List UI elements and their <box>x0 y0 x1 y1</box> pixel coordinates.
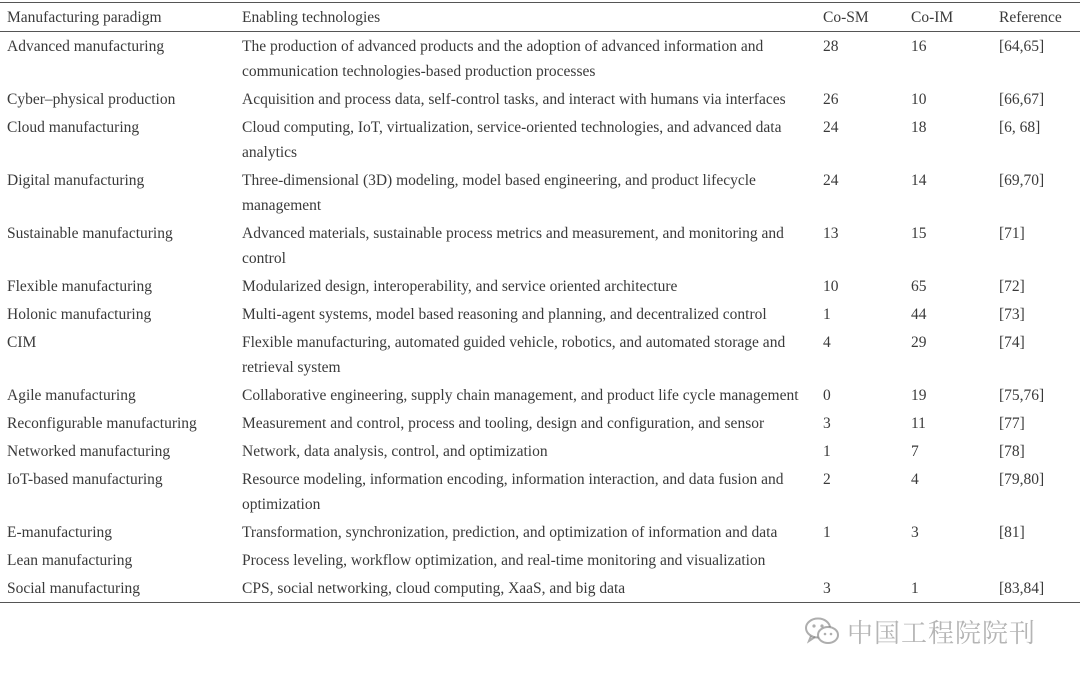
header-paradigm: Manufacturing paradigm <box>7 9 162 26</box>
cell-technologies: Modularized design, interoperability, and service oriented architecture <box>242 278 678 295</box>
cell-reference: [74] <box>999 334 1025 351</box>
table-row <box>0 381 1080 409</box>
cell-technologies: Multi-agent systems, model based reasoning and planning, and decentralized control <box>242 306 767 323</box>
cell-reference: [81] <box>999 524 1025 541</box>
cell-technologies: Resource modeling, information encoding, information interaction, and data fusion and optimization <box>242 471 784 513</box>
cell-co-im: 10 <box>911 91 927 108</box>
cell-co-im: 14 <box>911 172 927 189</box>
cell-paradigm: Sustainable manufacturing <box>7 225 173 242</box>
table-row <box>0 437 1080 465</box>
cell-paradigm: CIM <box>7 334 37 351</box>
wechat-icon <box>803 616 841 646</box>
cell-co-im: 29 <box>911 334 927 351</box>
cell-technologies: Transformation, synchronization, prediction, and optimization of information and data <box>242 524 778 541</box>
cell-paradigm: Holonic manufacturing <box>7 306 152 323</box>
cell-co-sm: 13 <box>823 225 839 242</box>
cell-paradigm: IoT-based manufacturing <box>7 471 163 488</box>
cell-paradigm: Advanced manufacturing <box>7 38 165 55</box>
cell-reference: [71] <box>999 225 1025 242</box>
table-row <box>0 465 1080 518</box>
table-row <box>0 113 1080 166</box>
cell-paradigm: Digital manufacturing <box>7 172 145 189</box>
header-technologies: Enabling technologies <box>242 9 381 26</box>
cell-reference: [72] <box>999 278 1025 295</box>
cell-reference: [78] <box>999 443 1025 460</box>
cell-paradigm: Lean manufacturing <box>7 552 133 569</box>
paradigm-table <box>0 2 1080 603</box>
cell-co-sm: 28 <box>823 38 839 55</box>
table-row <box>0 272 1080 300</box>
cell-co-im: 18 <box>911 119 927 136</box>
cell-co-sm: 24 <box>823 119 839 136</box>
cell-paradigm: Agile manufacturing <box>7 387 136 404</box>
cell-technologies: Acquisition and process data, self-control tasks, and interact with humans via interfaces <box>242 91 786 108</box>
header-co-im: Co-IM <box>911 9 954 26</box>
cell-co-sm <box>823 546 911 574</box>
table-row <box>0 518 1080 546</box>
cell-paradigm: Cyber–physical production <box>7 91 176 108</box>
cell-co-im <box>911 546 999 574</box>
table-row <box>0 85 1080 113</box>
cell-co-sm: 1 <box>823 524 831 541</box>
table-row <box>0 219 1080 272</box>
cell-paradigm: Social manufacturing <box>7 580 140 597</box>
watermark <box>803 614 1036 648</box>
cell-co-im: 19 <box>911 387 927 404</box>
cell-co-sm: 26 <box>823 91 839 108</box>
cell-reference: [66,67] <box>999 91 1045 108</box>
table-row <box>0 574 1080 603</box>
table-row <box>0 328 1080 381</box>
cell-reference <box>999 546 1080 574</box>
cell-technologies: Advanced materials, sustainable process metrics and measurement, and monitoring and control <box>242 225 784 267</box>
cell-co-im: 1 <box>911 580 919 597</box>
cell-paradigm: E-manufacturing <box>7 524 113 541</box>
cell-co-im: 7 <box>911 443 919 460</box>
cell-reference: [75,76] <box>999 387 1045 404</box>
cell-co-sm: 4 <box>823 334 831 351</box>
table-row <box>0 546 1080 574</box>
cell-reference: [77] <box>999 415 1025 432</box>
cell-reference: [69,70] <box>999 172 1045 189</box>
cell-co-im: 15 <box>911 225 927 242</box>
cell-co-sm: 24 <box>823 172 839 189</box>
watermark-text: 中国工程院院刊 <box>847 618 1037 649</box>
table-row <box>0 409 1080 437</box>
cell-technologies: Three-dimensional (3D) modeling, model based engineering, and product lifecycle management <box>242 172 756 214</box>
cell-reference: [64,65] <box>999 38 1045 55</box>
cell-technologies: Process leveling, workflow optimization, and real-time monitoring and visualization <box>242 552 766 569</box>
cell-technologies: Flexible manufacturing, automated guided vehicle, robotics, and automated storage and retrieval system <box>242 334 786 376</box>
cell-paradigm: Reconfigurable manufacturing <box>7 415 197 432</box>
cell-co-sm: 3 <box>823 415 831 432</box>
header-reference: Reference <box>999 9 1062 26</box>
cell-technologies: Measurement and control, process and tooling, design and configuration, and sensor <box>242 415 765 432</box>
cell-paradigm: Flexible manufacturing <box>7 278 153 295</box>
cell-technologies: Cloud computing, IoT, virtualization, service-oriented technologies, and advanced data analytics <box>242 119 782 161</box>
cell-technologies: CPS, social networking, cloud computing, XaaS, and big data <box>242 580 626 597</box>
table-row <box>0 166 1080 219</box>
cell-paradigm: Cloud manufacturing <box>7 119 140 136</box>
cell-paradigm: Networked manufacturing <box>7 443 171 460</box>
cell-co-sm: 10 <box>823 278 839 295</box>
table-row <box>0 32 1080 86</box>
cell-reference: [79,80] <box>999 471 1045 488</box>
cell-co-sm: 1 <box>823 306 831 323</box>
cell-co-sm: 2 <box>823 471 831 488</box>
cell-technologies: The production of advanced products and the adoption of advanced information and communication technologies-based production processes <box>242 38 764 80</box>
cell-co-im: 11 <box>911 415 926 432</box>
cell-co-im: 16 <box>911 38 927 55</box>
cell-technologies: Collaborative engineering, supply chain management, and product life cycle management <box>242 387 799 404</box>
table-row <box>0 300 1080 328</box>
cell-co-im: 65 <box>911 278 927 295</box>
cell-co-im: 4 <box>911 471 919 488</box>
cell-co-sm: 3 <box>823 580 831 597</box>
table-header-row <box>0 3 1080 32</box>
cell-reference: [6, 68] <box>999 119 1041 136</box>
cell-reference: [83,84] <box>999 580 1045 597</box>
cell-co-sm: 1 <box>823 443 831 460</box>
cell-reference: [73] <box>999 306 1025 323</box>
cell-co-im: 44 <box>911 306 927 323</box>
cell-technologies: Network, data analysis, control, and optimization <box>242 443 548 460</box>
header-co-sm: Co-SM <box>823 9 869 26</box>
cell-co-im: 3 <box>911 524 919 541</box>
cell-co-sm: 0 <box>823 387 831 404</box>
